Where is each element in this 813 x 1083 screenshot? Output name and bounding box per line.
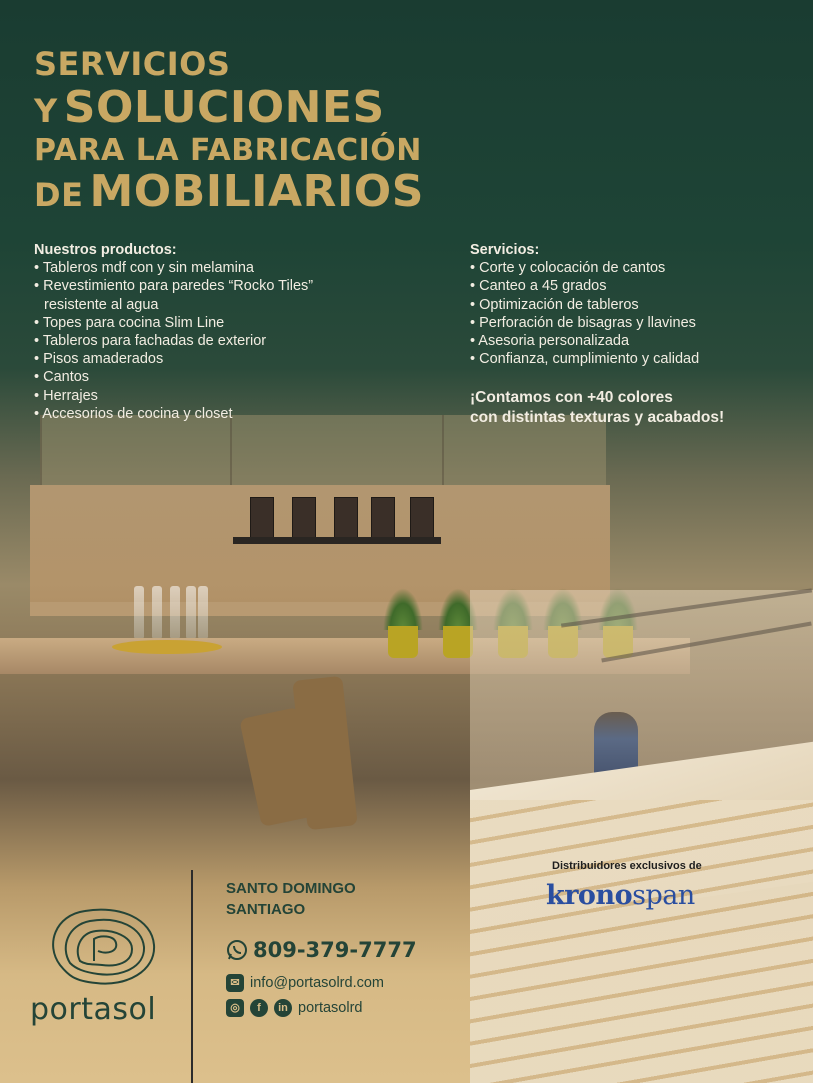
list-item [34,296,313,314]
instagram-icon[interactable]: ◎ [226,999,244,1017]
kronospan-logo-bold: krono [546,880,633,911]
headline-y: Y [34,92,58,130]
headline-line-1: SERVICIOS [34,45,231,83]
list-item: • Corte y colocación de cantos [470,260,666,277]
city-santo-domingo: SANTO DOMINGO [226,880,356,897]
phone-row[interactable] [226,938,417,962]
facebook-icon[interactable]: f [250,999,268,1017]
wine-glass [198,586,208,638]
canister [410,497,434,539]
wine-glass [170,586,180,638]
cities [226,878,356,920]
email-icon: ✉ [226,974,244,992]
colors-banner [470,388,724,428]
list-item: • Cantos [34,369,90,386]
list-item: • Pisos amaderados [34,351,164,368]
list-item: • Accesorios de cocina y closet [34,405,233,422]
list-item: • Canteo a 45 grados [470,278,607,295]
wine-glass [134,586,144,638]
social-row [226,999,362,1017]
plant-pot [443,626,473,658]
headline-mobiliarios: MOBILIARIOS [89,166,424,217]
list-item: • Optimización de tableros [470,296,639,313]
services-title: Servicios: [470,242,540,258]
canister [334,497,358,539]
gold-tray [112,640,222,654]
list-item: • Confianza, cumplimiento y calidad [470,351,700,368]
kronospan-logo-outline: span [632,880,695,911]
list-item-continuation: resistente al agua [44,296,159,313]
headline-line-4 [34,166,424,217]
phone-number[interactable]: 809-379-7777 [253,938,417,962]
social-handle[interactable]: portasolrd [298,1000,363,1016]
canister [292,497,316,539]
list-item: • Tableros para fachadas de exterior [34,333,267,350]
headline-line-3: PARA LA FABRICACIÓN [34,133,422,168]
distributor-label: Distribuidores exclusivos de [552,860,702,872]
headline-line-2 [34,82,424,133]
plant-pot [388,626,418,658]
colors-banner-line-1: ¡Contamos con +40 colores [470,389,673,406]
plant-leaves [383,588,423,630]
wine-glass [186,586,196,638]
city-santiago: SANTIAGO [226,901,306,918]
headline [34,45,424,217]
portasol-logo [40,905,160,989]
services-list [470,241,699,368]
list-item: • Asesoria personalizada [470,333,630,350]
headline-de: DE [34,176,84,214]
list-item: • Topes para cocina Slim Line [34,314,225,331]
email-address[interactable]: info@portasolrd.com [250,975,384,991]
list-item: • Herrajes [34,387,98,404]
linkedin-icon[interactable]: in [274,999,292,1017]
footer-divider [191,870,193,1083]
upper-cabinet [40,415,230,485]
products-title: Nuestros productos: [34,242,177,258]
wall-shelf [233,537,441,544]
brand-name: portasol [30,992,157,1027]
wine-glass [152,586,162,638]
list-item: • Revestimiento para paredes “Rocko Tiles” [34,278,314,295]
upper-cabinet [230,415,442,485]
products-list [34,241,313,423]
canister [250,497,274,539]
backsplash [30,485,610,605]
list-item: • Tableros mdf con y sin melamina [34,260,254,277]
email-row[interactable] [226,974,384,992]
wood-panel-stack [470,800,813,1083]
kronospan-logo [546,880,695,911]
colors-banner-line-2: con distintas texturas y acabados! [470,409,725,426]
canister [371,497,395,539]
whatsapp-icon [226,939,248,961]
headline-soluciones: SOLUCIONES [63,82,385,133]
list-item: • Perforación de bisagras y llavines [470,314,696,331]
